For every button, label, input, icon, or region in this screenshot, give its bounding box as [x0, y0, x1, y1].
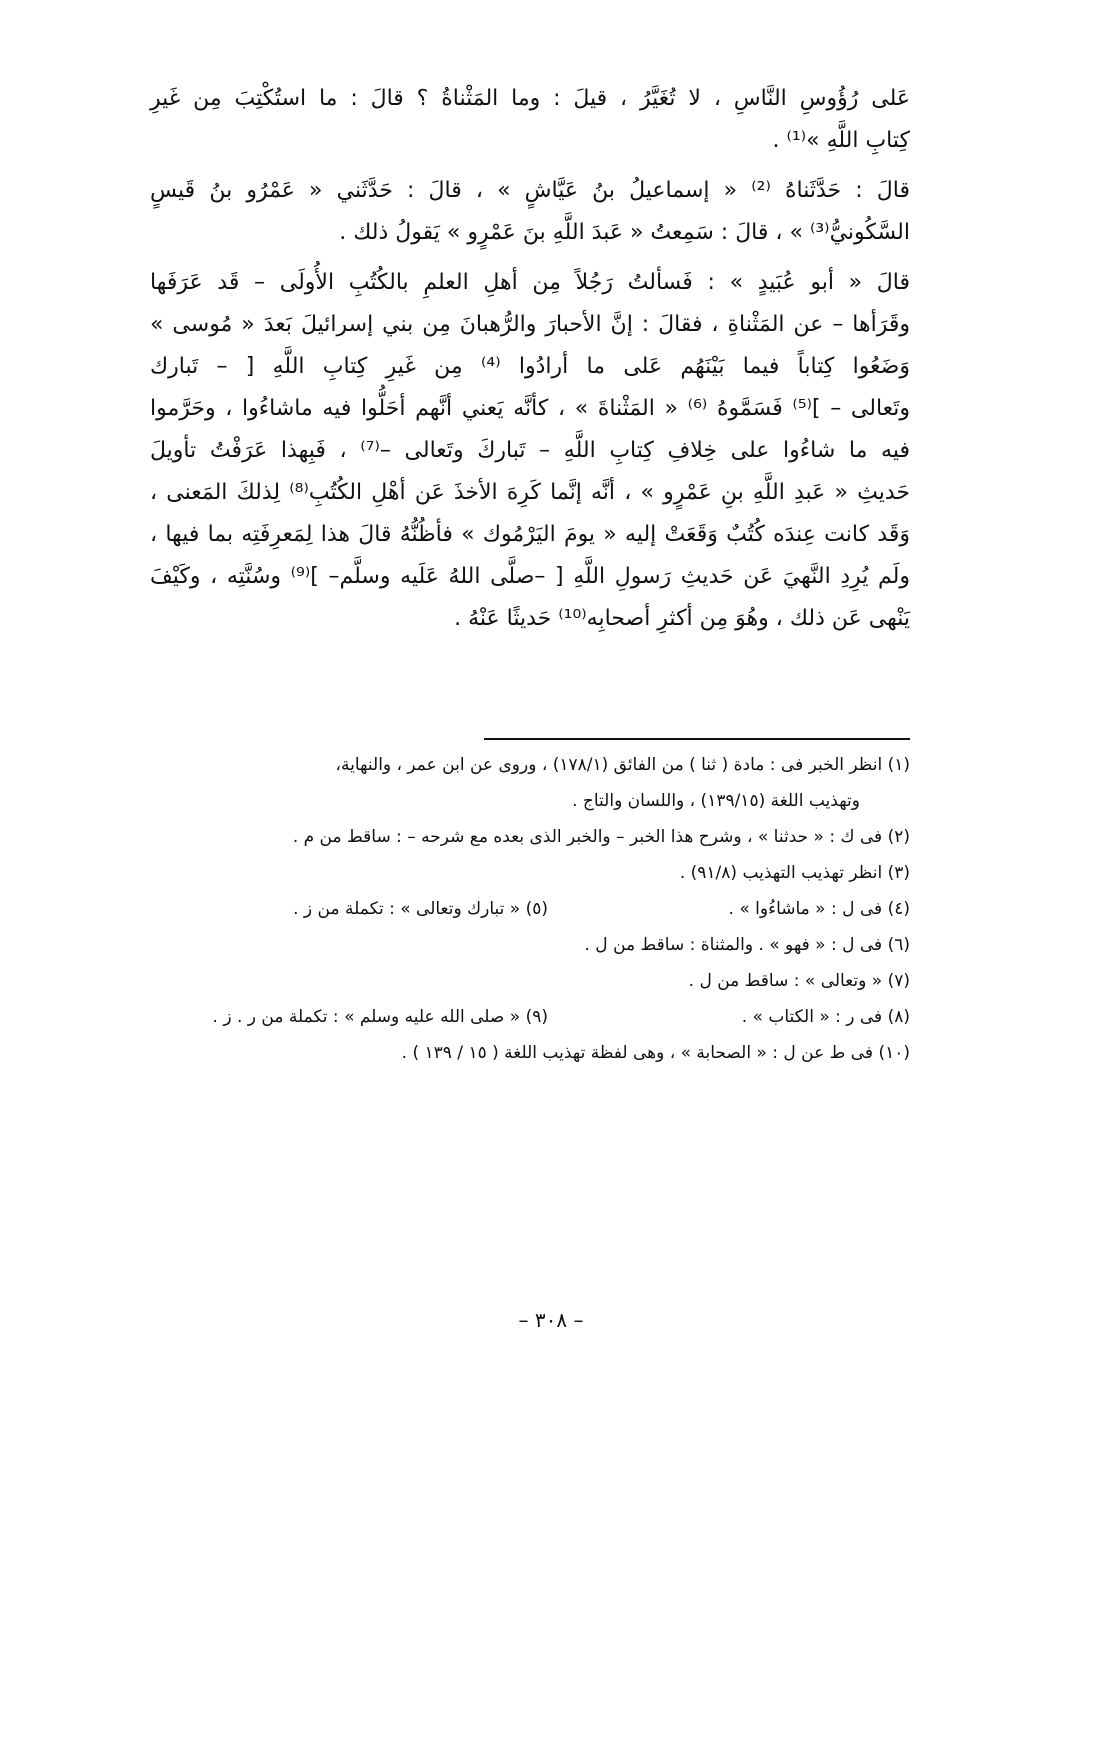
text-line: قالَ « أبو عُبَيدٍ » : فَسألتُ رَجُلاً مِن أهلِ العلمِ بالكُتُبِ الأُولَى – قَد عَرَفَها	[150, 270, 910, 295]
footnote-2: (٢) فى ك : « حدثنا » ، وشرح هذا الخبر – والخبر الذى بعده مع شرحه – : ساقط من م .	[292, 827, 910, 847]
footnote-8: (٨) فى ر : « الكتاب » .	[741, 1007, 910, 1027]
text-line: كِتابِ اللَّهِ »⁽¹⁾ .	[772, 128, 910, 153]
text-line: حَديثِ « عَبدِ اللَّهِ بنِ عَمْرٍو » ، أنَّه إنَّما كَرِهَ الأخذَ عَن أهْلِ الكُتُبِ⁽⁸⁾ لِذلكَ المَعنى ،	[150, 480, 910, 505]
text-line: وتَعالى – ]⁽⁵⁾ فَسَمَّوهُ ⁽⁶⁾ « المَثْناةَ » ، كأنَّه يَعني أنَّهم أحَلُّوا فيه ماشاءُوا ، وحَرَّموا	[150, 396, 911, 421]
footnote-row-4-5	[180, 892, 910, 928]
footnote-10: (١٠) فى ط عن ل : « الصحابة » ، وهى لفظة تهذيب اللغة ( ١٥ / ١٣٩ ) .	[401, 1043, 910, 1063]
footnote-row-8-9	[180, 1000, 910, 1036]
text-line: وَضَعُوا كِتاباً فيما بَيْنَهُم عَلى ما أرادُوا ⁽⁴⁾ مِن غَيرِ كِتابِ اللَّهِ [ – تَبارك	[150, 354, 910, 379]
footnote-5: (٥) « تبارك وتعالى » : تكملة من ز .	[293, 899, 548, 919]
footnote-6: (٦) فى ل : « فهو » . والمثناة : ساقط من ل .	[584, 935, 910, 955]
page-number: – ٣٠٨ –	[518, 1308, 584, 1332]
footnote-7: (٧) « وتعالى » : ساقط من ل .	[688, 971, 910, 991]
footnote-4: (٤) فى ل : « ماشاءُوا » .	[728, 899, 910, 919]
footnote-1: (١) انظر الخبر فى : مادة ( ثنا ) من الفائق (١٧٨/١) ، وروى عن ابن عمر ، والنهاية،	[335, 755, 910, 775]
footnote-9: (٩) « صلى الله عليه وسلم » : تكملة من ر . ز .	[212, 1007, 548, 1027]
text-line: عَلى رُؤُوسِ النَّاسِ ، لا تُغَيَّرُ ، قيلَ : وما المَثْناةُ ؟ قالَ : ما استُكْتِبَ مِن غَيرِ	[150, 86, 910, 111]
text-line: فيه ما شاءُوا على خِلافِ كِتابِ اللَّهِ – تَباركَ وتَعالى –⁽⁷⁾ ، فَبِهذا عَرَفْتُ تأويلَ	[150, 438, 910, 463]
text-line: وَقَد كانت عِندَه كُتُبٌ وَقَعَتْ إليه « يومَ اليَرْمُوك » فأظُنُّهُ قالَ هذا لِمَعرِفَتِه بما فيها ،	[150, 522, 910, 547]
footnotes-block	[180, 748, 910, 1072]
text-line: وقَرَأها – عن المَثْناةِ ، فقالَ : إنَّ الأحبارَ والرُّهبانَ مِن بني إسرائيلَ بَعدَ « مُوسى »	[150, 312, 910, 337]
text-line: يَنْهى عَن ذلك ، وهُوَ مِن أكثرِ أصحابِه⁽¹⁰⁾ حَديثًا عَنْهُ .	[454, 606, 910, 631]
footnote-3: (٣) انظر تهذيب التهذيب (٩١/٨) .	[679, 863, 910, 883]
main-text-block	[150, 78, 910, 640]
text-line: السَّكُونيُّ⁽³⁾ » ، قالَ : سَمِعتُ « عَبدَ اللَّهِ بنَ عَمْرٍو » يَقولُ ذلك .	[339, 220, 910, 245]
text-line: ولَم يُرِدِ النَّهيَ عَن حَديثِ رَسولِ اللَّهِ [ –صلَّى اللهُ عَلَيه وسلَّم– ]⁽⁹⁾ وسُنَّتِه ، وكَيْفَ	[150, 564, 910, 589]
footnote-separator	[484, 738, 910, 740]
text-line: قالَ : حَدَّثَناهُ ⁽²⁾ « إسماعيلُ بنُ عَيَّاشٍ » ، قالَ : حَدَّثَني « عَمْرُو بنُ قَيسٍ	[150, 178, 910, 203]
footnote-1-continued: وتهذيب اللغة (١٣٩/١٥) ، واللسان والتاج .	[572, 791, 860, 811]
